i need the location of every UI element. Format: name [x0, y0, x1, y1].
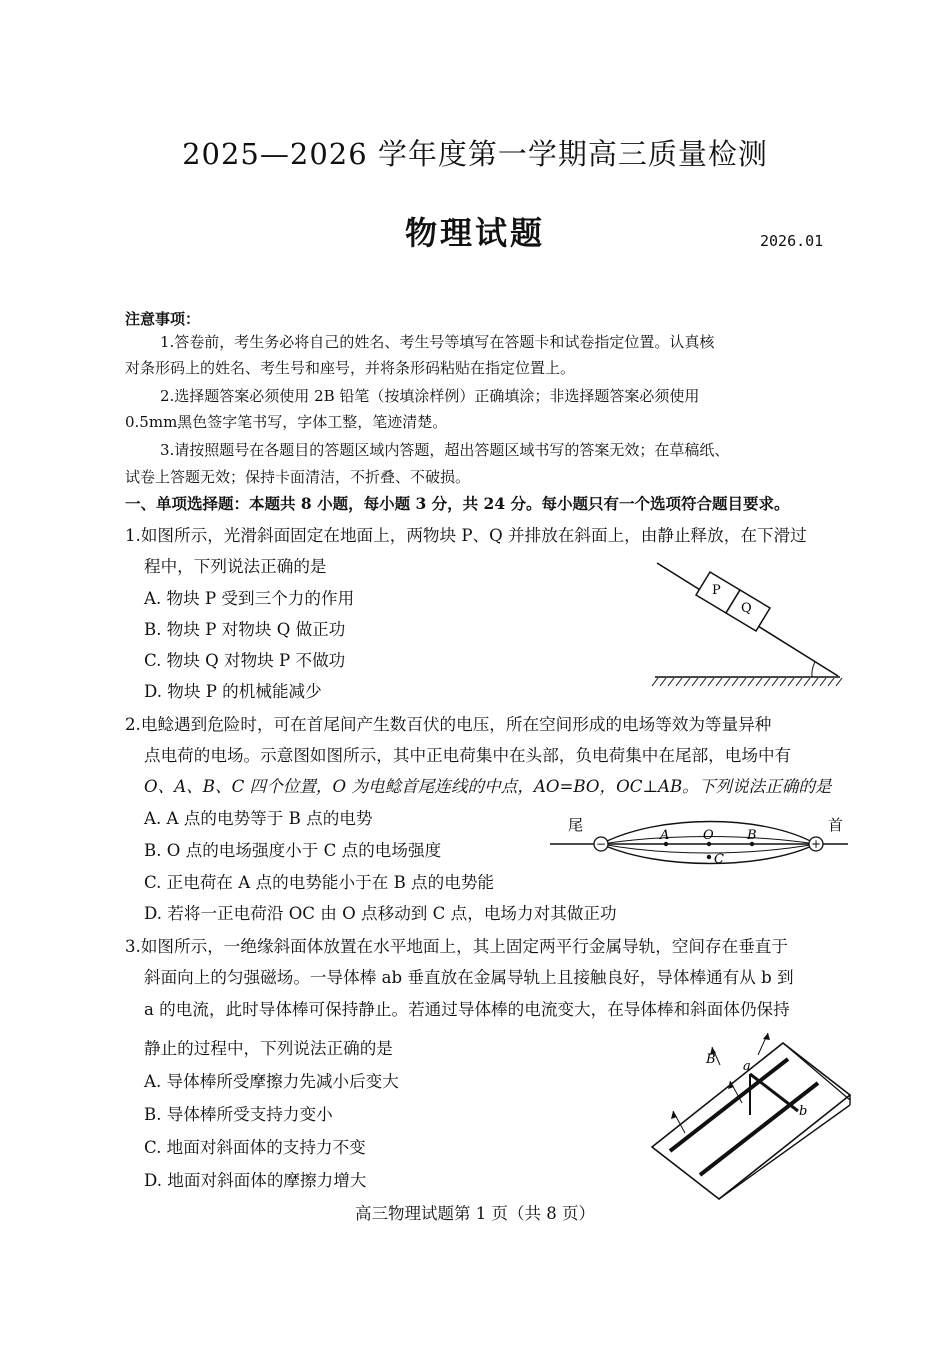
- label-head: 首: [828, 816, 844, 834]
- question-1-stem: 程中，下列说法正确的是: [144, 557, 327, 576]
- question-2-option-d: D. 若将一正电荷沿 OC 由 O 点移动到 C 点，电场力对其做正功: [144, 904, 617, 923]
- field-label: B: [706, 1052, 716, 1067]
- label-tail: 尾: [568, 816, 584, 834]
- question-2-stem: 2.电鲶遇到危险时，可在首尾间产生数百伏的电压，所在空间形成的电场等效为等量异种: [125, 715, 772, 734]
- question-3-stem: a 的电流，此时导体棒可保持静止。若通过导体棒的电流变大，在导体棒和斜面体仍保持: [144, 1000, 790, 1019]
- question-3-option-a: A. 导体棒所受摩擦力先减小后变大: [144, 1072, 399, 1091]
- question-2-stem: O、A、B、C 四个位置，O 为电鲶首尾连线的中点，AO=BO，OC⊥AB。下列说法正确的是: [144, 777, 832, 796]
- notes-heading: 注意事项：: [125, 310, 201, 328]
- section-heading: 一、单项选择题：本题共 8 小题，每小题 3 分，共 24 分。每小题只有一个选项符合题目要求。: [125, 494, 790, 513]
- incline-figure: [640, 555, 850, 695]
- question-2-stem: 点电荷的电场。示意图如图所示，其中正电荷集中在头部，负电荷集中在尾部，电场中有: [144, 746, 792, 765]
- notes-line: 试卷上答题无效；保持卡面清洁，不折叠、不破损。: [125, 468, 471, 486]
- question-1-option-c: C. 物块 Q 对物块 P 不做功: [144, 651, 346, 670]
- negative-sign: −: [595, 837, 607, 851]
- fish-field-figure: [548, 812, 858, 874]
- question-3-option-c: C. 地面对斜面体的支持力不变: [144, 1138, 366, 1157]
- page-footer: 高三物理试题第 1 页（共 8 页）: [355, 1204, 595, 1223]
- notes-line: 2.选择题答案必须使用 2B 铅笔（按填涂样例）正确填涂；非选择题答案必须使用: [160, 387, 700, 405]
- label-a: A: [660, 828, 670, 843]
- question-3-option-b: B. 导体棒所受支持力变小: [144, 1105, 333, 1124]
- rail-lower: [700, 1083, 818, 1175]
- point-c: [707, 855, 711, 859]
- question-1-stem: 1.如图所示，光滑斜面固定在地面上，两物块 P、Q 并排放在斜面上，由静止释放，在下滑过: [125, 526, 807, 545]
- question-1-option-a: A. 物块 P 受到三个力的作用: [144, 589, 355, 608]
- rail-incline-figure: [640, 1025, 855, 1200]
- question-2-option-b: B. O 点的电场强度小于 C 点的电场强度: [144, 841, 442, 860]
- rod-end-b: b: [799, 1104, 808, 1119]
- question-3-stem: 3.如图所示，一绝缘斜面体放置在水平地面上，其上固定两平行金属导轨，空间存在垂直于: [125, 937, 788, 956]
- question-3-stem: 静止的过程中，下列说法正确的是: [144, 1039, 393, 1058]
- question-2-option-a: A. A 点的电势等于 B 点的电势: [144, 809, 373, 828]
- subject-title: 物理试题: [404, 214, 545, 252]
- positive-sign: +: [810, 837, 822, 851]
- question-2-option-c: C. 正电荷在 A 点的电势能小于在 B 点的电势能: [144, 873, 495, 892]
- conductor-rod: [750, 1074, 798, 1111]
- exam-title: 2025—2026 学年度第一学期高三质量检测: [182, 137, 768, 171]
- block-q-label: Q: [741, 601, 752, 616]
- question-3-stem: 斜面向上的匀强磁场。一导体棒 ab 垂直放在金属导轨上且接触良好，导体棒通有从 b 到: [144, 968, 794, 987]
- label-o: O: [703, 828, 714, 843]
- label-c: C: [714, 852, 724, 867]
- notes-line: 0.5mm黑色签字笔书写，字体工整，笔迹清楚。: [125, 413, 448, 431]
- question-1-option-b: B. 物块 P 对物块 Q 做正功: [144, 620, 346, 639]
- notes-line: 3.请按照题号在各题目的答题区域内答题，超出答题区域书写的答案无效；在草稿纸、: [160, 441, 730, 459]
- notes-line: 对条形码上的姓名、考生号和座号，并将条形码粘贴在指定位置上。: [125, 359, 576, 377]
- question-1-option-d: D. 物块 P 的机械能减少: [144, 682, 322, 701]
- notes-line: 1.答卷前，考生务必将自己的姓名、考生号等填写在答题卡和试卷指定位置。认真核: [160, 333, 715, 351]
- exam-date: 2026.01: [760, 232, 824, 250]
- question-3-option-d: D. 地面对斜面体的摩擦力增大: [144, 1171, 367, 1190]
- label-b: B: [747, 828, 757, 843]
- rail-upper: [670, 1059, 788, 1151]
- rod-end-a: a: [743, 1059, 751, 1074]
- block-p-label: P: [712, 583, 721, 598]
